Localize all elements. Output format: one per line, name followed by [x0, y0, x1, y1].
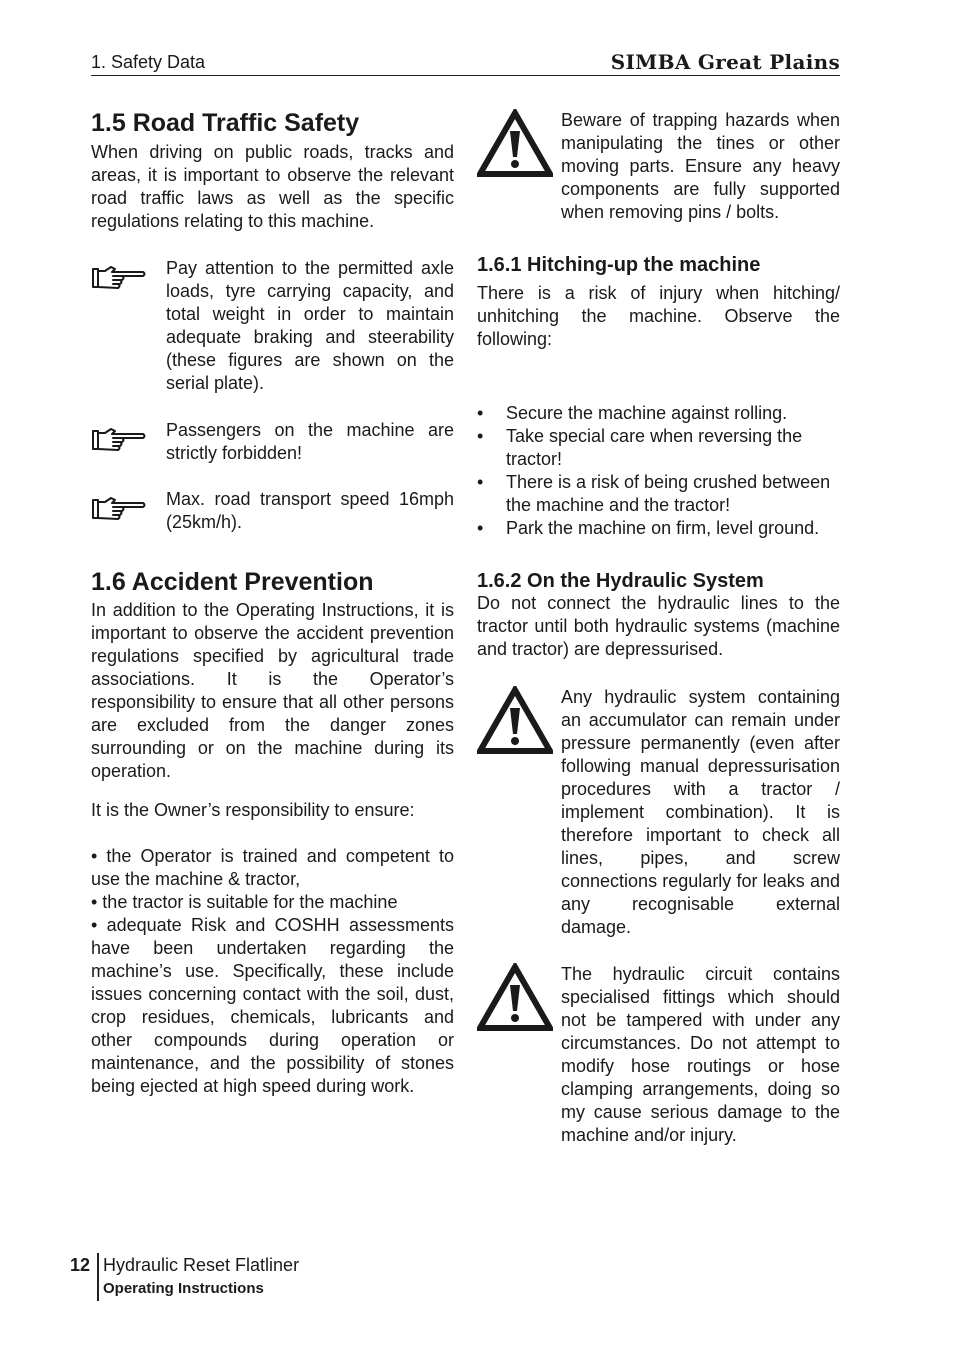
section-1-5	[91, 108, 454, 233]
page-number: 12	[70, 1255, 91, 1275]
owner-responsibility-lead: It is the Owner’s responsibility to ensure:	[91, 800, 415, 820]
footer-subtitle: Operating Instructions	[103, 1280, 264, 1297]
warning-text: Any hydraulic system containing an accumulator can remain under pressure permanently (even after following manual depressurisation procedures with a tractor / implement combination). It is therefore important to check all lines, pipes, and screw connections regularly for leaks and any recognisable external damage.	[561, 687, 840, 937]
pointing-hand-icon	[91, 263, 147, 291]
footer-divider	[97, 1253, 99, 1301]
warning-triangle-icon	[477, 109, 553, 177]
section-1-6	[91, 567, 454, 783]
owner-item: • the tractor is suitable for the machine	[91, 892, 398, 912]
footer-title: Hydraulic Reset Flatliner	[103, 1255, 300, 1275]
note-text: Pay attention to the permitted axle loads, tyre carrying capacity, and total weight in order to maintain adequate braking and steerability (these figures are shown on the serial plate).	[166, 258, 454, 393]
hitching-bullet-list	[477, 402, 840, 540]
accident-prevention-intro: In addition to the Operating Instructions, it is important to observe the accident prevention regulations specified by agricultural trade associations. It is the Operator’s responsibility to ensure that all other persons are excluded from the danger zones surrounding or on the machine during its operation.	[91, 600, 454, 781]
section-title-hydraulic-system: 1.6.2 On the Hydraulic System	[477, 570, 764, 592]
warning-triangle-icon	[477, 963, 553, 1031]
list-item: • There is a risk of being crushed between the machine and the tractor!	[477, 472, 831, 515]
list-item: • Park the machine on firm, level ground.	[477, 518, 820, 538]
section-title-hitching-up: 1.6.1 Hitching-up the machine	[477, 254, 761, 276]
note-text: Max. road transport speed 16mph (25km/h).	[166, 489, 454, 532]
pointing-hand-icon	[91, 494, 147, 522]
header-divider	[91, 75, 840, 76]
owner-item: • adequate Risk and COSHH assessments have been undertaken regarding the machine’s use. Specifically, these include issues concerning contact with the soil, dust, crop residues, chemicals, lubricants and other compounds during operation or maintenance, and the possibility of stones being ejected at high speed during work.	[91, 915, 454, 1096]
list-item: • Take special care when reversing the tractor!	[477, 426, 803, 469]
section-1-6-1	[477, 252, 840, 351]
section-title-road-traffic-safety: 1.5 Road Traffic Safety	[91, 109, 360, 137]
section-title-accident-prevention: 1.6 Accident Prevention	[91, 568, 374, 596]
section-1-6-2	[477, 568, 840, 661]
note-text: Passengers on the machine are strictly forbidden!	[166, 420, 454, 463]
warning-text: Beware of trapping hazards when manipulating the tines or other moving parts. Ensure any heavy components are fully supported when removing pins / bolts.	[561, 110, 840, 222]
warning-triangle-icon	[477, 686, 553, 754]
header-section-label: 1. Safety Data	[91, 52, 206, 72]
hitching-intro: There is a risk of injury when hitching/ unhitching the machine. Observe the following:	[477, 283, 840, 349]
hydraulic-intro: Do not connect the hydraulic lines to the tractor until both hydraulic systems (machine and tractor) are depressurised.	[477, 593, 840, 659]
pointing-hand-icon	[91, 425, 147, 453]
road-safety-intro: When driving on public roads, tracks and areas, it is important to observe the relevant road traffic laws as well as the specific regulations relating to this machine.	[91, 142, 454, 231]
warning-text: The hydraulic circuit contains specialised fittings which should not be tampered with under any circumstances. Do not attempt to modify hose routings or hose clamping arrangements, doing so my cause serious damage to the machine and/or injury.	[561, 964, 840, 1145]
owner-responsibility-list	[91, 845, 454, 1098]
owner-item: • the Operator is trained and competent to use the machine & tractor,	[91, 846, 454, 889]
brand-logo-text: SIMBA Great Plains	[610, 50, 840, 74]
list-item: • Secure the machine against rolling.	[477, 403, 788, 423]
